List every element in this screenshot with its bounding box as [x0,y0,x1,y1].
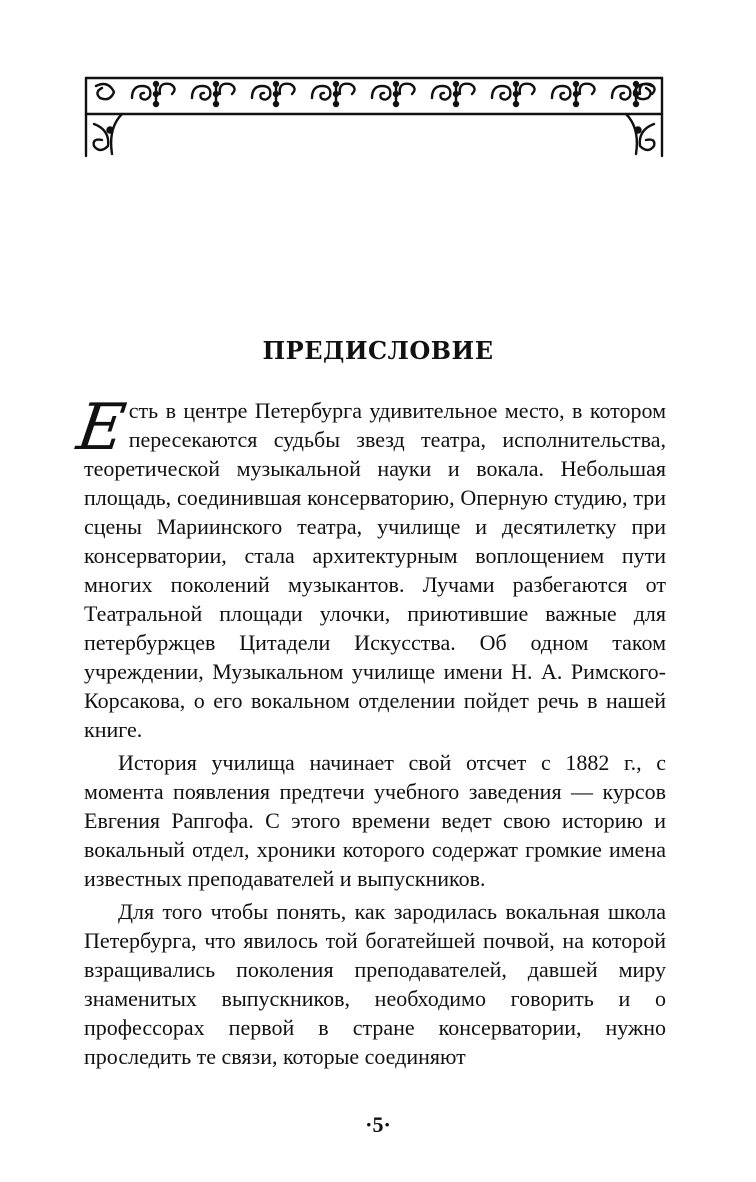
paragraph-first-text: сть в центре Петербурга удивительное место, в котором пересекаются судьбы звезд театра, исполнительства, теоретической музыкальной науки и вокала. Небольшая площадь, соединившая консерваторию, Оперную студию, три сцены Мариинского театра, училище и десятилетку при консерватории, стала архитектурным воплощением пути многих поколений музыкантов. Лучами разбегаются от Театральной площади улочки, приютившие важные для петербуржцев Цитадели Искусства. Об одном таком учреждении, Музыкальном училище имени Н. А. Римского-Корсакова, о его вокальном отделении пойдет речь в нашей книге. [84,398,666,742]
page-number: ·5· [365,1112,391,1137]
ornamental-header-border-icon [80,72,668,164]
chapter-title: ПРЕДИСЛОВИЕ [262,336,494,365]
drop-cap: Е [72,391,130,465]
paragraph-second: История училища начинает свой отсчет с 1882 г., с момента появления предтечи учебного заведения — курсов Евгения Рапгофа. С этого времени ведет свою историю и вокальный отдел, хроники которого содержат громкие имена известных преподавателей и выпускников. [84,750,666,891]
body-text [72,391,666,1075]
paragraph-third: Для того чтобы понять, как зародилась вокальная школа Петербурга, что явилось той богатейшей почвой, на которой взращивались поколения преподавателей, давшей миру знаменитых выпускников, необходимо говорить и о профессорах первой в стране консерватории, нужно проследить те связи, которые соединяют [84,899,666,1069]
paragraph-first [72,391,666,744]
